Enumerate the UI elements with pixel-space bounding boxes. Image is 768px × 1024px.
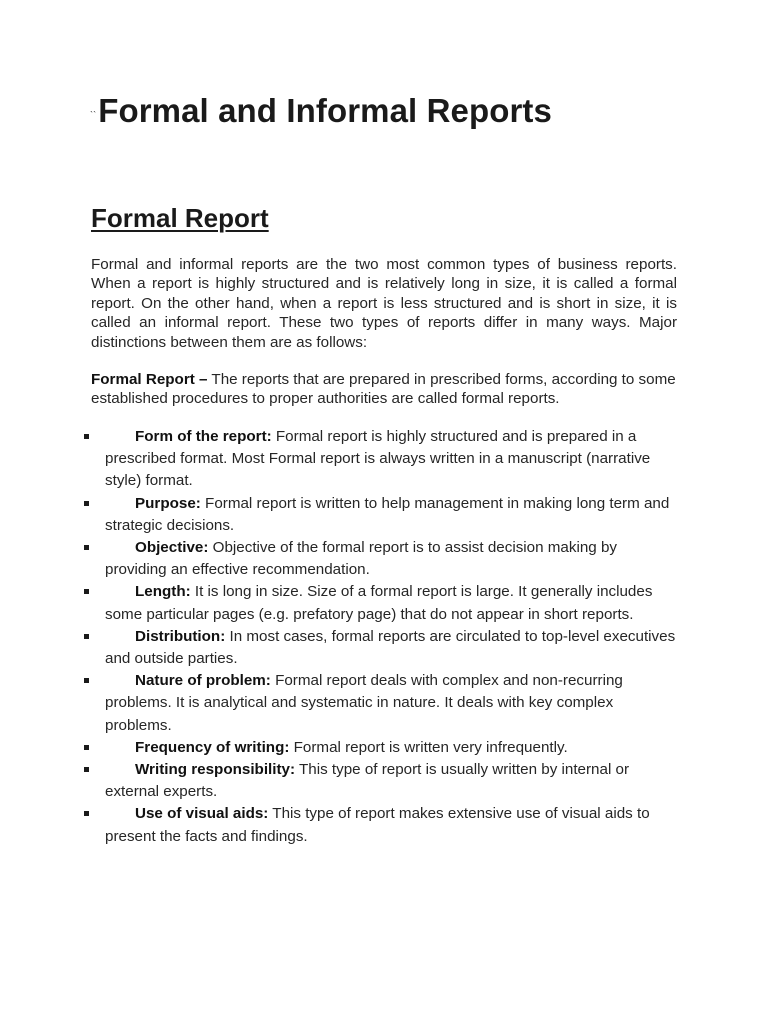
bullet-text: This type of report is usually written by internal or external experts. xyxy=(105,761,630,801)
list-item xyxy=(0,537,680,581)
list-item xyxy=(0,670,680,737)
bullet-term: Nature of problem: xyxy=(135,672,271,690)
definition-term: Formal Report – xyxy=(91,371,208,388)
definition-paragraph xyxy=(91,370,681,409)
bullet-text: Formal report is written to help management in making long term and strategic decisions. xyxy=(105,494,670,534)
bullet-text: Formal report deals with complex and non-recurring problems. It is analytical and systematic in nature. It deals with key complex problems. xyxy=(105,672,623,734)
bullet-square-icon xyxy=(84,678,89,683)
bullet-square-icon xyxy=(84,634,89,639)
bullet-square-icon xyxy=(84,434,89,439)
bullet-term: Frequency of writing: xyxy=(135,738,290,756)
distinctions-list xyxy=(0,426,768,848)
bullet-text: Objective of the formal report is to assist decision making by providing an effective recommendation. xyxy=(105,539,617,579)
bullet-text: It is long in size. Size of a formal report is large. It generally includes some particular pages (e.g. prefatory page) that do not appear in short reports. xyxy=(105,583,653,623)
bullet-term: Objective: xyxy=(135,539,209,557)
bullet-square-icon xyxy=(84,745,89,750)
bullet-term: Writing responsibility: xyxy=(135,761,296,779)
document-title-text: Formal and Informal Reports xyxy=(98,92,552,129)
bullet-square-icon xyxy=(84,811,89,816)
section-heading: Formal Report xyxy=(91,203,269,233)
list-item xyxy=(0,581,680,625)
bullet-term: Purpose: xyxy=(135,494,201,512)
list-item xyxy=(0,626,680,670)
list-item xyxy=(0,759,680,803)
bullet-term: Length: xyxy=(135,583,191,601)
definition-text: The reports that are prepared in prescribed forms, according to some established procedures to proper authorities are called formal reports. xyxy=(91,371,676,408)
list-item xyxy=(0,493,680,537)
bullet-term: Distribution: xyxy=(135,627,226,645)
list-item xyxy=(0,803,680,847)
bullet-square-icon xyxy=(84,545,89,550)
intro-paragraph: Formal and informal reports are the two most common types of business reports. When a report is highly structured and is relatively long in size, it is called a formal report. On the other hand, when a report is less structured and is short in size, it is called an informal report. These two types of reports differ in many ways. Major distinctions between them are as follows: xyxy=(91,256,677,351)
bullet-term: Form of the report: xyxy=(135,428,272,445)
bullet-square-icon xyxy=(84,501,89,506)
bullet-square-icon xyxy=(84,589,89,594)
bullet-term: Use of visual aids: xyxy=(135,805,269,823)
bullet-text: Formal report is written very infrequently. xyxy=(289,738,568,756)
bullet-text: This type of report makes extensive use of visual aids to present the facts and findings. xyxy=(105,805,650,845)
bullet-text: Formal report is highly structured and is prepared in a prescribed format. Most Formal report is always written in a manuscript (narrative style) format. xyxy=(105,428,651,490)
title-mark: `` xyxy=(90,110,97,120)
list-item xyxy=(0,426,680,493)
list-item xyxy=(0,737,680,759)
document-title xyxy=(90,92,552,130)
bullet-text: In most cases, formal reports are circulated to top-level executives and outside parties. xyxy=(105,627,676,668)
bullet-square-icon xyxy=(84,767,89,772)
